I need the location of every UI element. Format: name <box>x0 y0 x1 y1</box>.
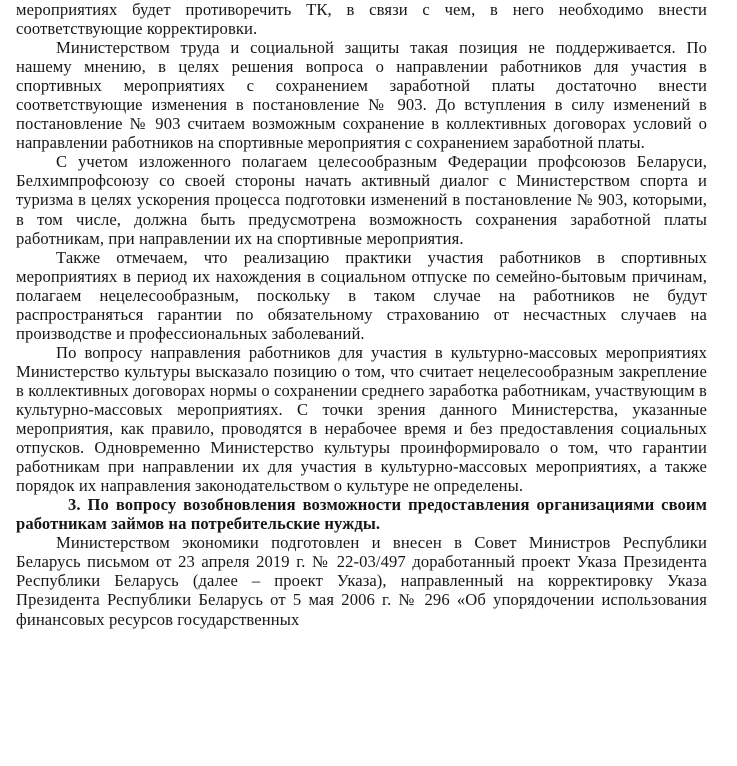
paragraph-ministry-labor: Министерством труда и социальной защиты такая позиция не поддерживается. По нашему мнению, в целях решения вопроса о направлении работников для участия в спортивных мероприятиях с сохранением заработной платы достаточно внести соответствующие изменения в постановление № 903. До вступления в силу изменений в постановление № 903 считаем возможным сохранение в коллективных договорах условий о направлении работников на спортивные мероприятия с сохранением заработной платы. <box>16 38 707 153</box>
paragraph-continuation: мероприятиях будет противоречить ТК, в связи с чем, в него необходимо внести соответствующие корректировки. <box>16 0 707 39</box>
paragraph-federation-dialogue: С учетом изложенного полагаем целесообразным Федерации профсоюзов Беларуси, Белхимпрофсоюзу со своей стороны начать активный диалог с Министерством спорта и туризма в целях ускорения процесса подготовки изменений в постановление № 903, которыми, в том числе, должна быть предусмотрена возможность сохранения заработной платы работникам, при направлении их на спортивные мероприятия. <box>16 152 707 248</box>
paragraph-ministry-economy: Министерством экономики подготовлен и внесен в Совет Министров Республики Беларусь письмом от 23 апреля 2019 г. № 22-03/497 доработанный проект Указа Президента Республики Беларусь (далее – проект Указа), направленный на корректировку Указа Президента Республики Беларусь от 5 мая 2006 г. № 296 «Об упорядочении использования финансовых ресурсов государственных <box>16 533 707 629</box>
paragraph-social-leave: Также отмечаем, что реализацию практики участия работников в спортивных мероприятиях в период их нахождения в социальном отпуске по семейно-бытовым причинам, полагаем нецелесообразным, поскольку в таком случае на работников не будут распространяться гарантии по обязательному страхованию от несчастных случаев на производстве и профессиональных заболеваний. <box>16 247 707 343</box>
paragraph-ministry-culture: По вопросу направления работников для участия в культурно-массовых мероприятиях Министерство культуры высказало позицию о том, что считает нецелесообразным закрепление в коллективных договорах нормы о сохранении среднего заработка работникам, участвующим в культурно-массовых мероприятиях. С точки зрения данного Министерства, указанные мероприятия, как правило, проводятся в нерабочее время и без предоставления социальных отпусков. Одновременно Министерство культуры проинформировало о том, что гарантии работникам при направлении их для участия в культурно-массовых мероприятиях, а также порядок их направления законодательством о культуре не определены. <box>16 342 707 496</box>
section-heading-loans: 3. По вопросу возобновления возможности предоставления организациями своим работникам займов на потребительские нужды. <box>16 495 707 534</box>
